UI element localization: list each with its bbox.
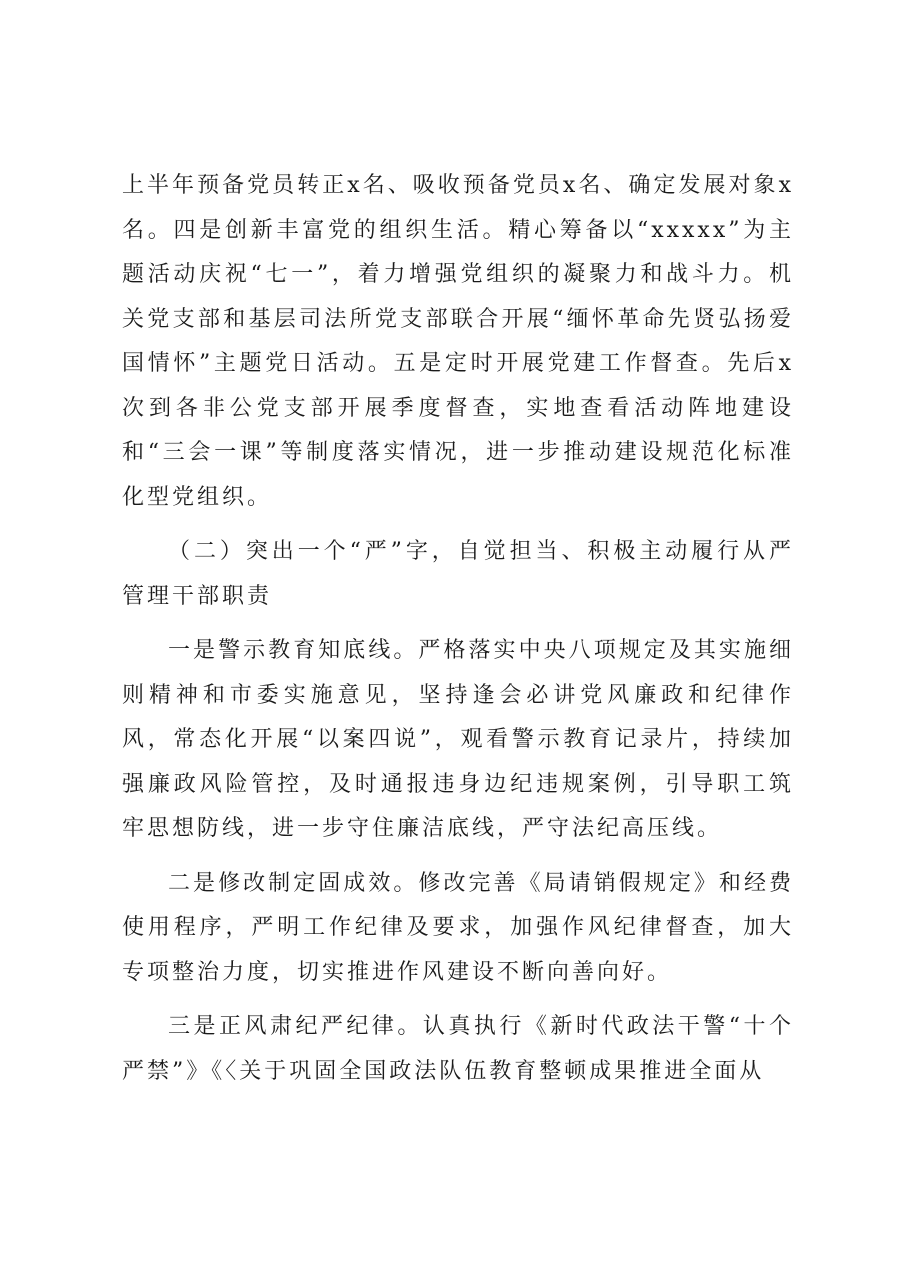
paragraph-continuation: 上半年预备党员转正x名、吸收预备党员x名、确定发展对象x名。四是创新丰富党的组织生活。精心筹备以“xxxxx”为主题活动庆祝“七一”，着力增强党组织的凝聚力和战斗力。机关党支部和基层司法所党支部联合开展“缅怀革命先贤弘扬爱国情怀”主题党日活动。五是定时开展党建工作督查。先后x次到各非公党支部开展季度督查，实地查看活动阵地建设和“三会一课”等制度落实情况，进一步推动建设规范化标准化型党组织。 <box>122 173 794 510</box>
paragraph-warning-education: 一是警示教育知底线。严格落实中央八项规定及其实施细则精神和市委实施意见，坚持逢会必讲党风廉政和纪律作风，常态化开展“以案四说”，观看警示教育记录片，持续加强廉政风险管控，及时通报违身边纪违规案例，引导职工筑牢思想防线，进一步守住廉洁底线，严守法纪高压线。 <box>122 638 794 841</box>
document-body <box>122 164 794 1094</box>
paragraph-revise-rules: 二是修改制定固成效。修改完善《局请销假规定》和经费使用程序，严明工作纪律及要求，加强作风纪律督查，加大专项整治力度，切实推进作风建设不断向善向好。 <box>122 870 794 985</box>
paragraph-discipline: 三是正风肃纪严纪律。认真执行《新时代政法干警“十个严禁”》《〈关于巩固全国政法队伍教育整顿成果推进全面从 <box>122 1014 794 1084</box>
section-heading: （二）突出一个“严”字，自觉担当、积极主动履行从严管理干部职责 <box>122 539 794 609</box>
